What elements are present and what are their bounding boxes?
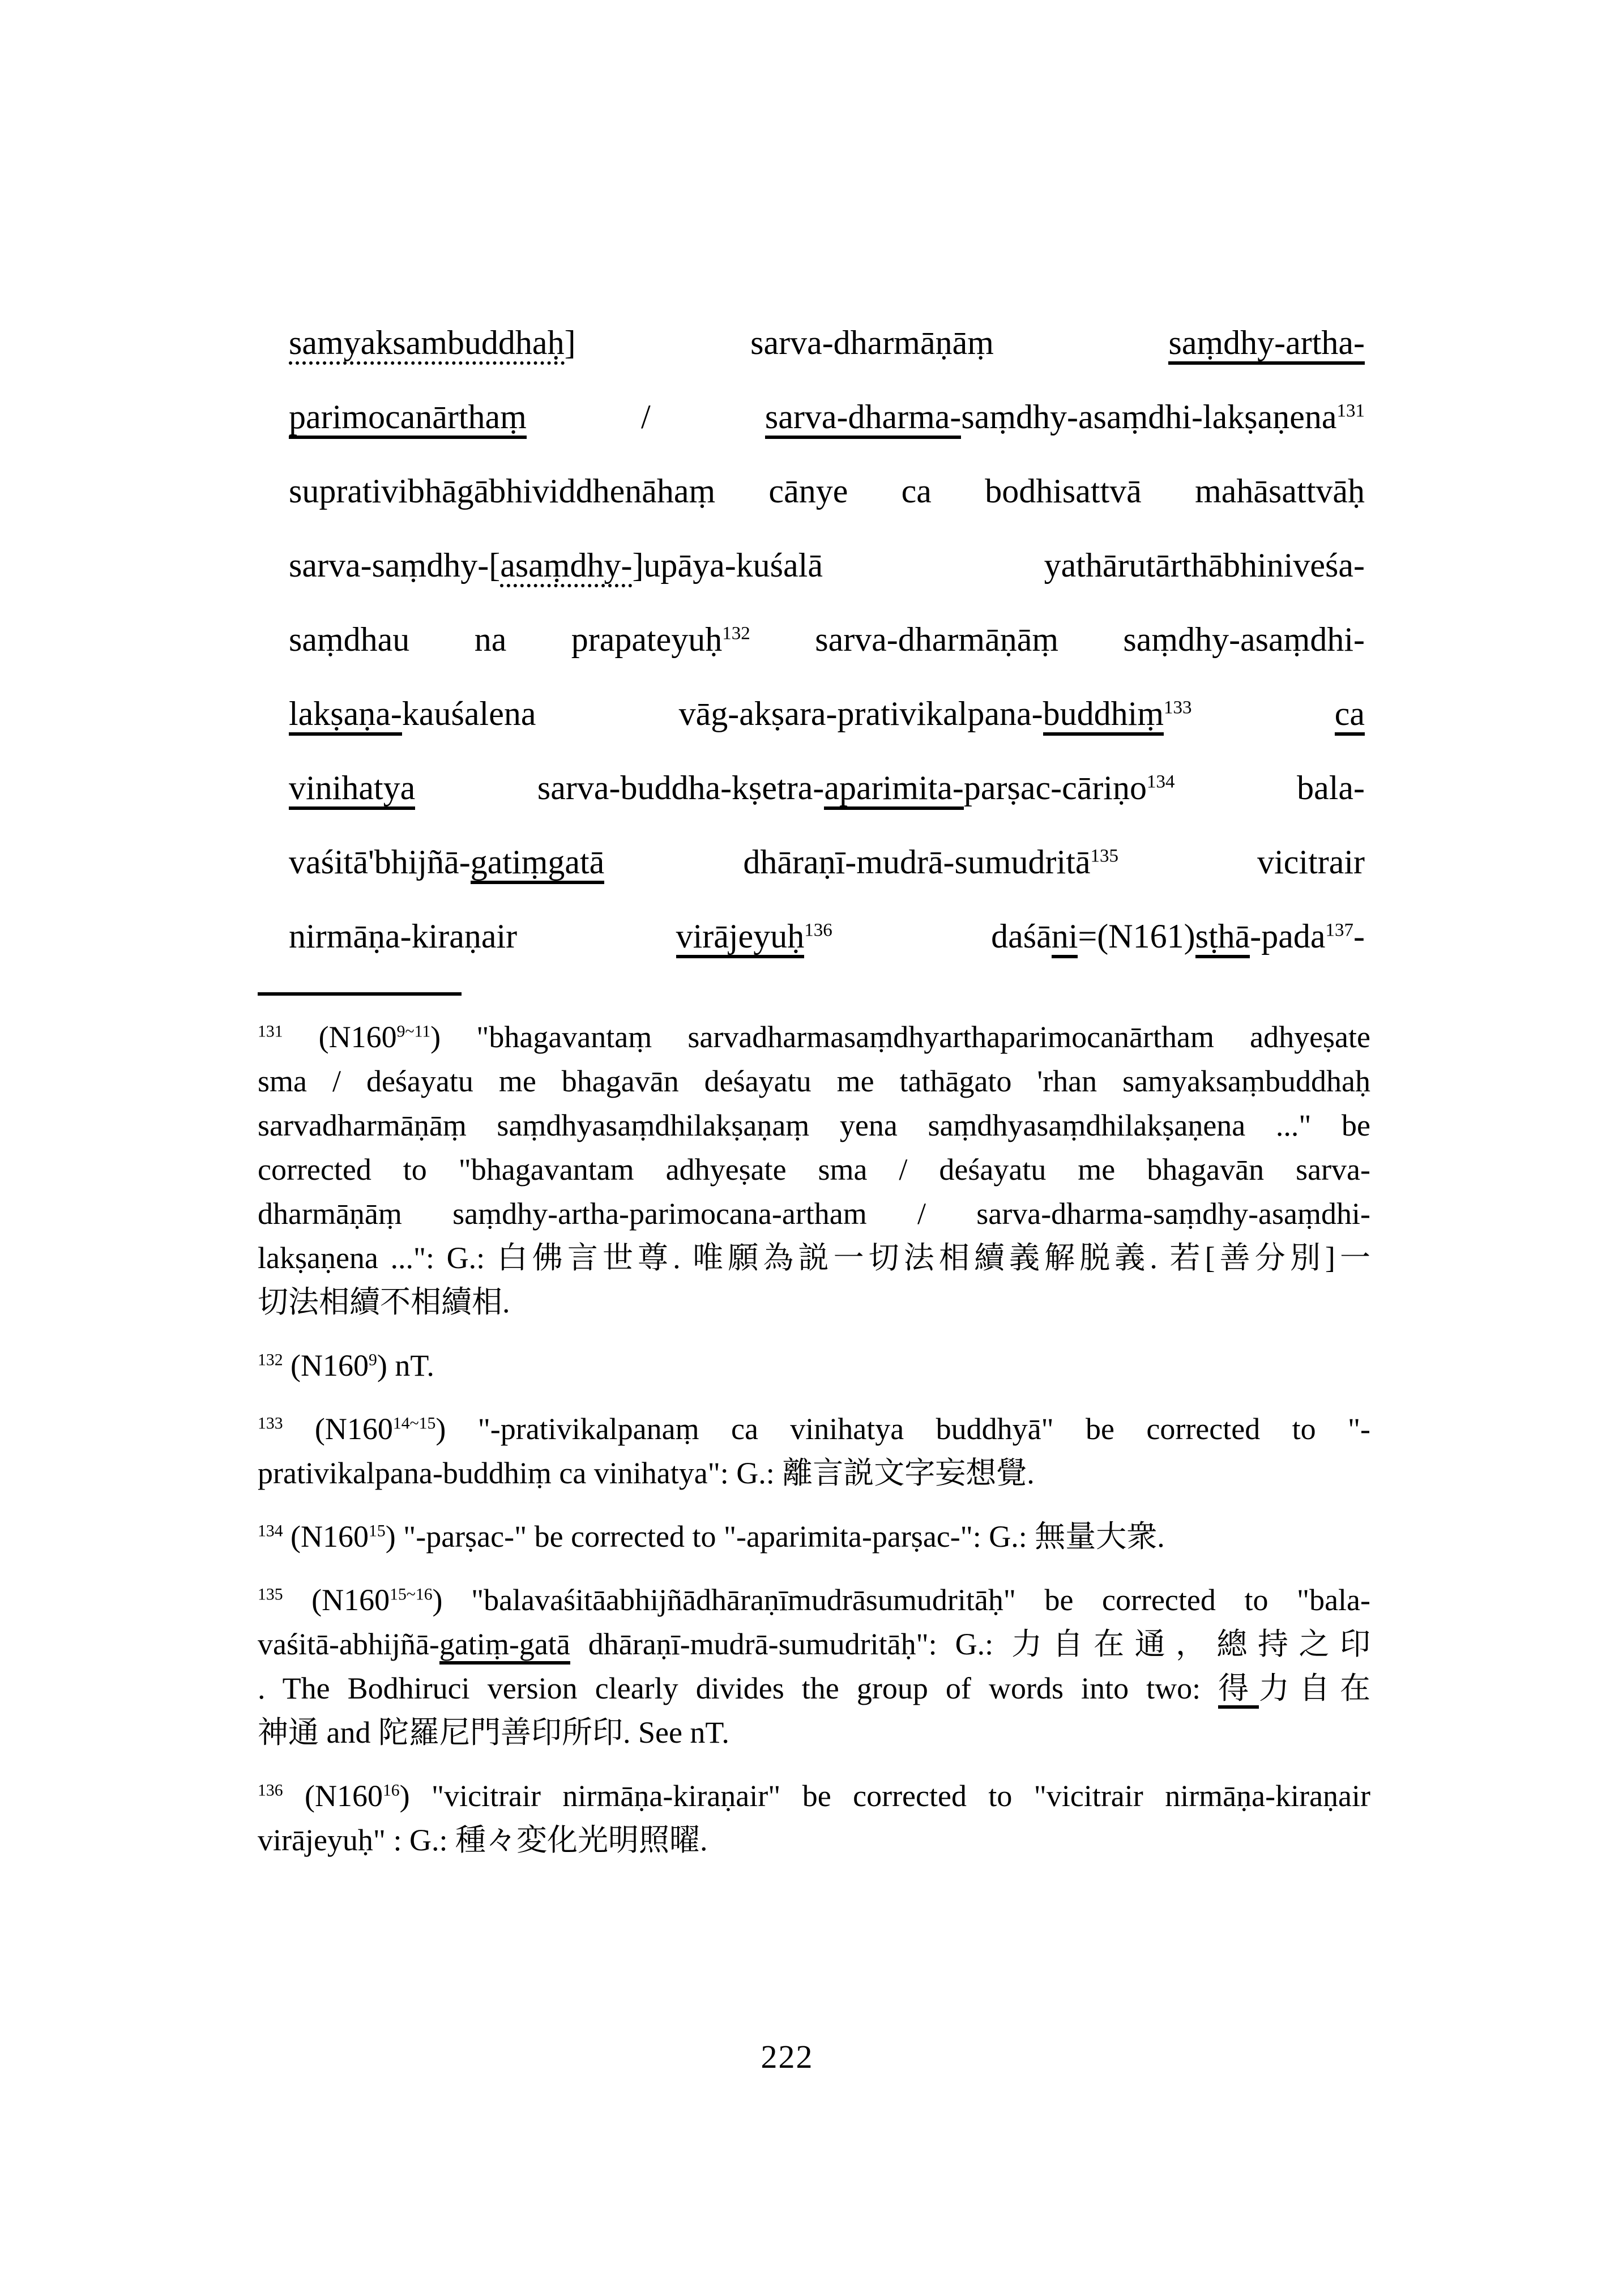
- text-segment: bala-: [1174, 769, 1365, 806]
- text-segment: ) "bhagavantaṃ sarvadharmasaṃdhyarthaparimocanārtham adhyeṣate: [430, 1020, 1370, 1054]
- footnote-line: [258, 1578, 1370, 1622]
- page-number: 222: [761, 2038, 814, 2075]
- text-segment: sma / deśayatu me bhagavān deśayatu me tathāgato 'rhan samyaksaṃbuddhaḥ: [258, 1064, 1370, 1098]
- footnote-line: [258, 1710, 1370, 1755]
- text-segment: 力自在: [1258, 1671, 1371, 1705]
- footnote-line: [258, 1103, 1370, 1147]
- footnote-separator: [258, 992, 462, 996]
- footnote-136: [258, 1774, 1370, 1862]
- text-segment: ]upāya-kuśalā yathārutārthābhiniveśa-: [632, 547, 1365, 584]
- text-segment: buddhiṃ: [1043, 695, 1164, 736]
- text-segment: vaśitā-abhijñā-: [258, 1627, 439, 1661]
- text-segment: sarva-buddha-kṣetra-: [415, 769, 825, 806]
- text-segment: dhāraṇī-mudrā-sumudritā: [604, 843, 1091, 881]
- text-segment: ]: [564, 324, 751, 361]
- text-segment: (N160: [283, 1348, 369, 1382]
- text-segment: ) nT.: [377, 1348, 434, 1382]
- text-segment: sarva-dharmāṇāṃ: [750, 324, 1169, 361]
- footnote-line: [258, 1622, 1370, 1666]
- superscript-ref: 15: [369, 1522, 386, 1540]
- main-text-line: [289, 899, 1365, 974]
- text-segment: samyaksambuddhaḥ: [289, 324, 565, 365]
- superscript-ref: 15~16: [390, 1585, 433, 1604]
- text-segment: ) "balavaśitāabhijñādhāraṇīmudrāsumudritāḥ" be corrected to "bala-: [432, 1583, 1371, 1617]
- footnote-line: [258, 1514, 1370, 1559]
- footnote-133: [258, 1407, 1370, 1495]
- footnote-line: [258, 1059, 1370, 1103]
- text-segment: [1192, 695, 1335, 732]
- main-text-line: [289, 380, 1365, 454]
- text-segment: parimocanārthaṃ: [289, 398, 527, 439]
- text-segment: ca: [1335, 695, 1365, 736]
- superscript-ref: 131: [1336, 400, 1365, 421]
- footnote-line: [258, 1192, 1370, 1236]
- text-segment: -pada: [1250, 917, 1326, 955]
- text-segment: corrected to "bhagavantam adhyeṣate sma / deśayatu me bhagavān sarva-: [258, 1153, 1370, 1187]
- text-segment: vicitrair: [1118, 843, 1365, 881]
- superscript-ref: 136: [804, 920, 832, 941]
- superscript-ref: 136: [258, 1781, 283, 1800]
- text-segment: . The Bodhiruci version clearly divides the group of words into two:: [258, 1671, 1219, 1705]
- superscript-ref: 134: [258, 1522, 283, 1540]
- text-segment: saṃdhau na prapateyuḥ: [289, 621, 723, 658]
- footnote-line: [258, 1280, 1370, 1324]
- footnote-line: [258, 1666, 1370, 1710]
- superscript-ref: 131: [258, 1022, 283, 1041]
- superscript-ref: 9~11: [396, 1022, 431, 1041]
- superscript-ref: 137: [1325, 920, 1354, 941]
- footnote-line: [258, 1407, 1370, 1451]
- text-segment: kauśalena vāg-akṣara-prativikalpana-: [402, 695, 1043, 732]
- text-segment: dharmāṇāṃ saṃdhy-artha-parimocana-artham / sarva-dharma-saṃdhy-asaṃdhi-: [258, 1197, 1370, 1231]
- superscript-ref: 132: [258, 1351, 283, 1369]
- main-text-line: [289, 677, 1365, 751]
- text-segment: suprativibhāgābhividdhenāhaṃ cānye ca bodhisattvā mahāsattvāḥ: [289, 472, 1365, 510]
- text-segment: vinihatya: [289, 769, 415, 810]
- text-segment: virājeyuḥ" : G.: 種々変化光明照曜.: [258, 1823, 708, 1857]
- superscript-ref: 134: [1146, 771, 1175, 792]
- text-segment: =(N161): [1078, 917, 1195, 955]
- text-segment: sarva-dharma-: [765, 398, 961, 439]
- text-segment: (N160: [283, 1412, 393, 1446]
- text-segment: asaṃdhy-: [500, 547, 632, 587]
- text-segment: virājeyuḥ: [676, 917, 805, 958]
- footnote-line: [258, 1774, 1370, 1818]
- superscript-ref: 14~15: [392, 1414, 436, 1433]
- text-segment: sarva-dharmāṇāṃ saṃdhy-asaṃdhi-: [750, 621, 1365, 658]
- text-segment: ) "-parṣac-" be corrected to "-aparimita-parṣac-": G.: 無量大衆.: [385, 1520, 1165, 1554]
- main-text-line: [289, 454, 1365, 528]
- text-segment: prativikalpana-buddhiṃ ca vinihatya": G.: 離言説文字妄想覺.: [258, 1456, 1035, 1490]
- text-segment: 得: [1218, 1671, 1259, 1709]
- footnote-132: [258, 1343, 1370, 1388]
- footnote-134: [258, 1514, 1370, 1559]
- text-segment: saṃdhy-artha-: [1168, 324, 1365, 365]
- footnote-135: [258, 1578, 1370, 1755]
- text-segment: 神通 and 陀羅尼門善印所印. See nT.: [258, 1715, 729, 1749]
- text-segment: parṣac-cāriṇo: [963, 769, 1147, 806]
- text-segment: (N160: [283, 1583, 390, 1617]
- text-segment: 切法相續不相續相.: [258, 1285, 510, 1319]
- text-segment: sarvadharmāṇāṃ saṃdhyasaṃdhilakṣaṇaṃ yena saṃdhyasaṃdhilakṣaṇena ..." be: [258, 1108, 1370, 1142]
- text-segment: ni: [1052, 917, 1078, 958]
- text-segment: daśā: [832, 917, 1052, 955]
- superscript-ref: 135: [1090, 846, 1119, 867]
- text-segment: lakṣaṇena ...": G.: 白佛言世尊. 唯願為説一切法相續義解脱義. 若[善分別]一: [258, 1241, 1370, 1275]
- superscript-ref: 9: [369, 1351, 377, 1369]
- superscript-ref: 132: [722, 623, 750, 644]
- superscript-ref: 16: [382, 1781, 400, 1800]
- text-segment: sṭhā: [1195, 917, 1250, 958]
- main-text: [289, 306, 1365, 974]
- footnote-line: [258, 1236, 1370, 1280]
- text-segment: /: [526, 398, 765, 436]
- footnote-131: [258, 1015, 1370, 1324]
- superscript-ref: 133: [1164, 697, 1192, 718]
- footnote-line: [258, 1451, 1370, 1495]
- main-text-line: [289, 528, 1365, 603]
- text-segment: gatiṃgatā: [471, 843, 605, 884]
- footnote-line: [258, 1147, 1370, 1192]
- text-segment: ) "vicitrair nirmāṇa-kiraṇair" be corrected to "vicitrair nirmāṇa-kiraṇair: [399, 1779, 1371, 1813]
- text-segment: aparimita-: [824, 769, 964, 810]
- footnote-line: [258, 1015, 1370, 1059]
- text-segment: gatiṃ-gatā: [439, 1627, 570, 1665]
- text-segment: (N160: [283, 1020, 397, 1054]
- text-segment: -: [1353, 917, 1365, 955]
- footnote-line: [258, 1343, 1370, 1388]
- text-segment: saṃdhy-asaṃdhi-lakṣaṇena: [961, 398, 1337, 436]
- main-text-line: [289, 825, 1365, 899]
- main-text-line: [289, 306, 1365, 380]
- footnotes: [258, 1015, 1370, 1881]
- text-segment: (N160: [283, 1520, 369, 1554]
- main-text-line: [289, 751, 1365, 825]
- text-segment: nirmāṇa-kiraṇair: [289, 917, 676, 955]
- text-segment: sarva-saṃdhy-[: [289, 547, 501, 584]
- text-segment: (N160: [283, 1779, 383, 1813]
- footnote-line: [258, 1818, 1370, 1862]
- text-segment: dhāraṇī-mudrā-sumudritāḥ": G.: 力自在通，總持之印: [570, 1627, 1370, 1661]
- text-segment: lakṣaṇa-: [289, 695, 402, 736]
- main-text-line: [289, 603, 1365, 677]
- text-segment: vaśitā'bhijñā-: [289, 843, 471, 881]
- superscript-ref: 135: [258, 1585, 283, 1604]
- text-segment: ) "-prativikalpanaṃ ca vinihatya buddhyā" be corrected to "-: [435, 1412, 1371, 1446]
- superscript-ref: 133: [258, 1414, 283, 1433]
